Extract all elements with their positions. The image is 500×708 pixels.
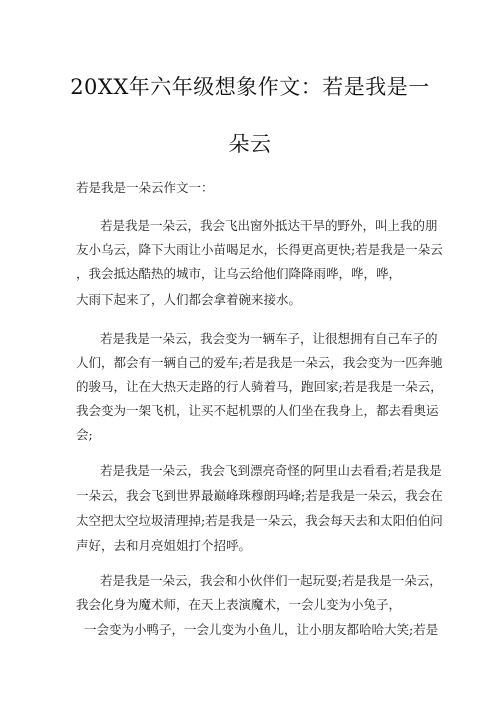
paragraph-line: 的骏马，让在大热天走路的行人骑着马，跑回家;若是我是一朵云， [76, 379, 443, 394]
paragraph-line: 一会变为小鸭子，一会儿变为小鱼儿，让小朋友都哈哈大笑;若是 [84, 622, 439, 637]
paragraph-line: 太空把太空垃圾清理掉;若是我是一朵云，我会每天去和太阳伯伯问 [76, 513, 443, 528]
paragraph-line: 人们，都会有一辆自己的爱车;若是我是一朵云，我会变为一匹奔驰 [76, 355, 443, 370]
document-title-line-1: 20XX年六年级想象作文：若是我是一 [70, 75, 430, 99]
subheading: 若是我是一朵云作文一： [76, 180, 214, 195]
paragraph-line: 若是我是一朵云，我会和小伙伴们一起玩耍;若是我是一朵云， [100, 573, 442, 588]
paragraph-line: 我会变为一架飞机，让买不起机票的人们坐在我身上，都去看奥运 [76, 403, 439, 418]
paragraph-line: ，我会抵达酷热的城市，让乌云给他们降降雨哗，哗，哗， [76, 266, 402, 281]
document-title-line-2: 朵云 [228, 132, 272, 156]
paragraph-line: 会; [76, 427, 93, 442]
paragraph-line: 若是我是一朵云，我会飞到漂亮奇怪的阿里山去看看;若是我是 [100, 463, 442, 478]
paragraph-line: 友小乌云，降下大雨让小苗喝足水，长得更高更快;若是我是一朵云 [76, 242, 443, 257]
paragraph-line: 大雨下起来了，人们都会拿着碗来接水。 [76, 292, 302, 307]
paragraph-line: 若是我是一朵云，我会飞出窗外抵达干旱的野外，叫上我的朋 [100, 218, 438, 233]
paragraph-line: 一朵云，我会飞到世界最巅峰珠穆朗玛峰;若是我是一朵云，我会在 [76, 488, 443, 503]
paragraph-line: 声好，去和月亮姐姐打个招呼。 [76, 538, 252, 553]
paragraph-line: 我会化身为魔术师，在天上表演魔术，一会儿变为小兔子， [76, 597, 402, 612]
paragraph-line: 若是我是一朵云，我会变为一辆车子，让很想拥有自己车子的 [100, 331, 438, 346]
